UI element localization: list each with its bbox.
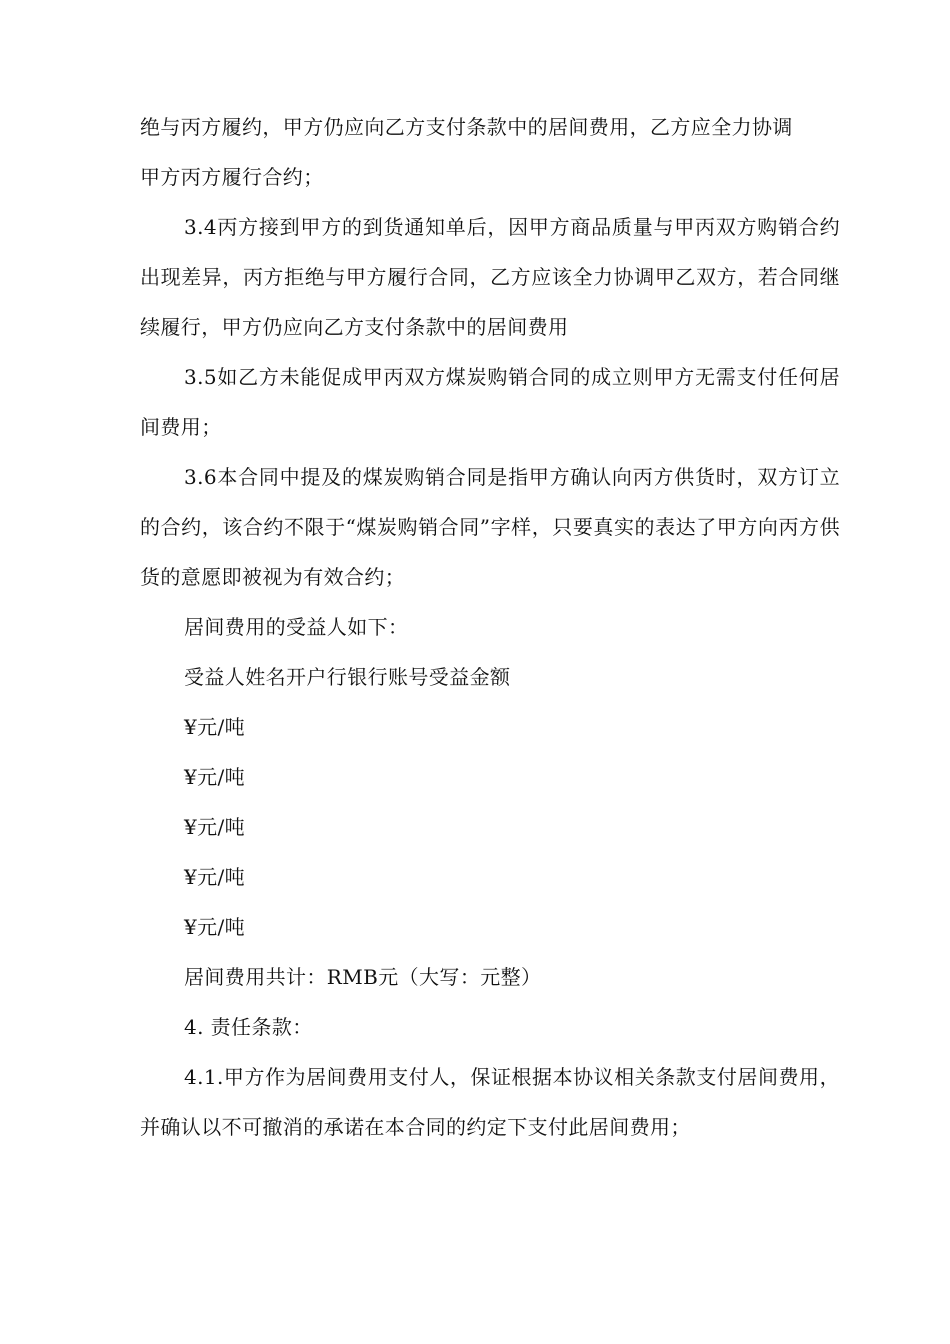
clause-3-6: 3.6本合同中提及的煤炭购销合同是指甲方确认向丙方供货时，双方订立的合约，该合约不限于“煤炭购销合同”字样，只要真实的表达了甲方向丙方供货的意愿即被视为有效合约；	[140, 465, 840, 589]
beneficiary-row-2: ¥元/吨	[184, 765, 246, 789]
beneficiary-row-3: ¥元/吨	[184, 815, 246, 839]
beneficiary-heading: 居间费用的受益人如下：	[184, 615, 409, 639]
beneficiary-row-1: ¥元/吨	[184, 715, 246, 739]
total-fee: 居间费用共计：RMB元（大写：元整）	[184, 965, 542, 989]
section-4-heading: 4. 责任条款：	[184, 1015, 313, 1039]
beneficiary-row-4: ¥元/吨	[184, 865, 246, 889]
document-body	[140, 102, 840, 1152]
beneficiary-row-5: ¥元/吨	[184, 915, 246, 939]
clause-4-1: 4.1.甲方作为居间费用支付人，保证根据本协议相关条款支付居间费用，并确认以不可撤消的承诺在本合同的约定下支付此居间费用；	[140, 1065, 840, 1139]
clause-3-5: 3.5如乙方未能促成甲丙双方煤炭购销合同的成立则甲方无需支付任何居间费用；	[140, 365, 840, 439]
paragraph-continuation-line-2: 甲方丙方履行合约；	[140, 165, 324, 189]
paragraph-continuation-line-1: 绝与丙方履约，甲方仍应向乙方支付条款中的居间费用，乙方应全力协调	[140, 115, 793, 139]
beneficiary-table-header: 受益人姓名开户行银行账号受益金额	[184, 665, 511, 689]
clause-3-4: 3.4丙方接到甲方的到货通知单后，因甲方商品质量与甲丙双方购销合约出现差异，丙方拒绝与甲方履行合同，乙方应该全力协调甲乙双方，若合同继续履行，甲方仍应向乙方支付条款中的居间费用	[140, 215, 840, 339]
